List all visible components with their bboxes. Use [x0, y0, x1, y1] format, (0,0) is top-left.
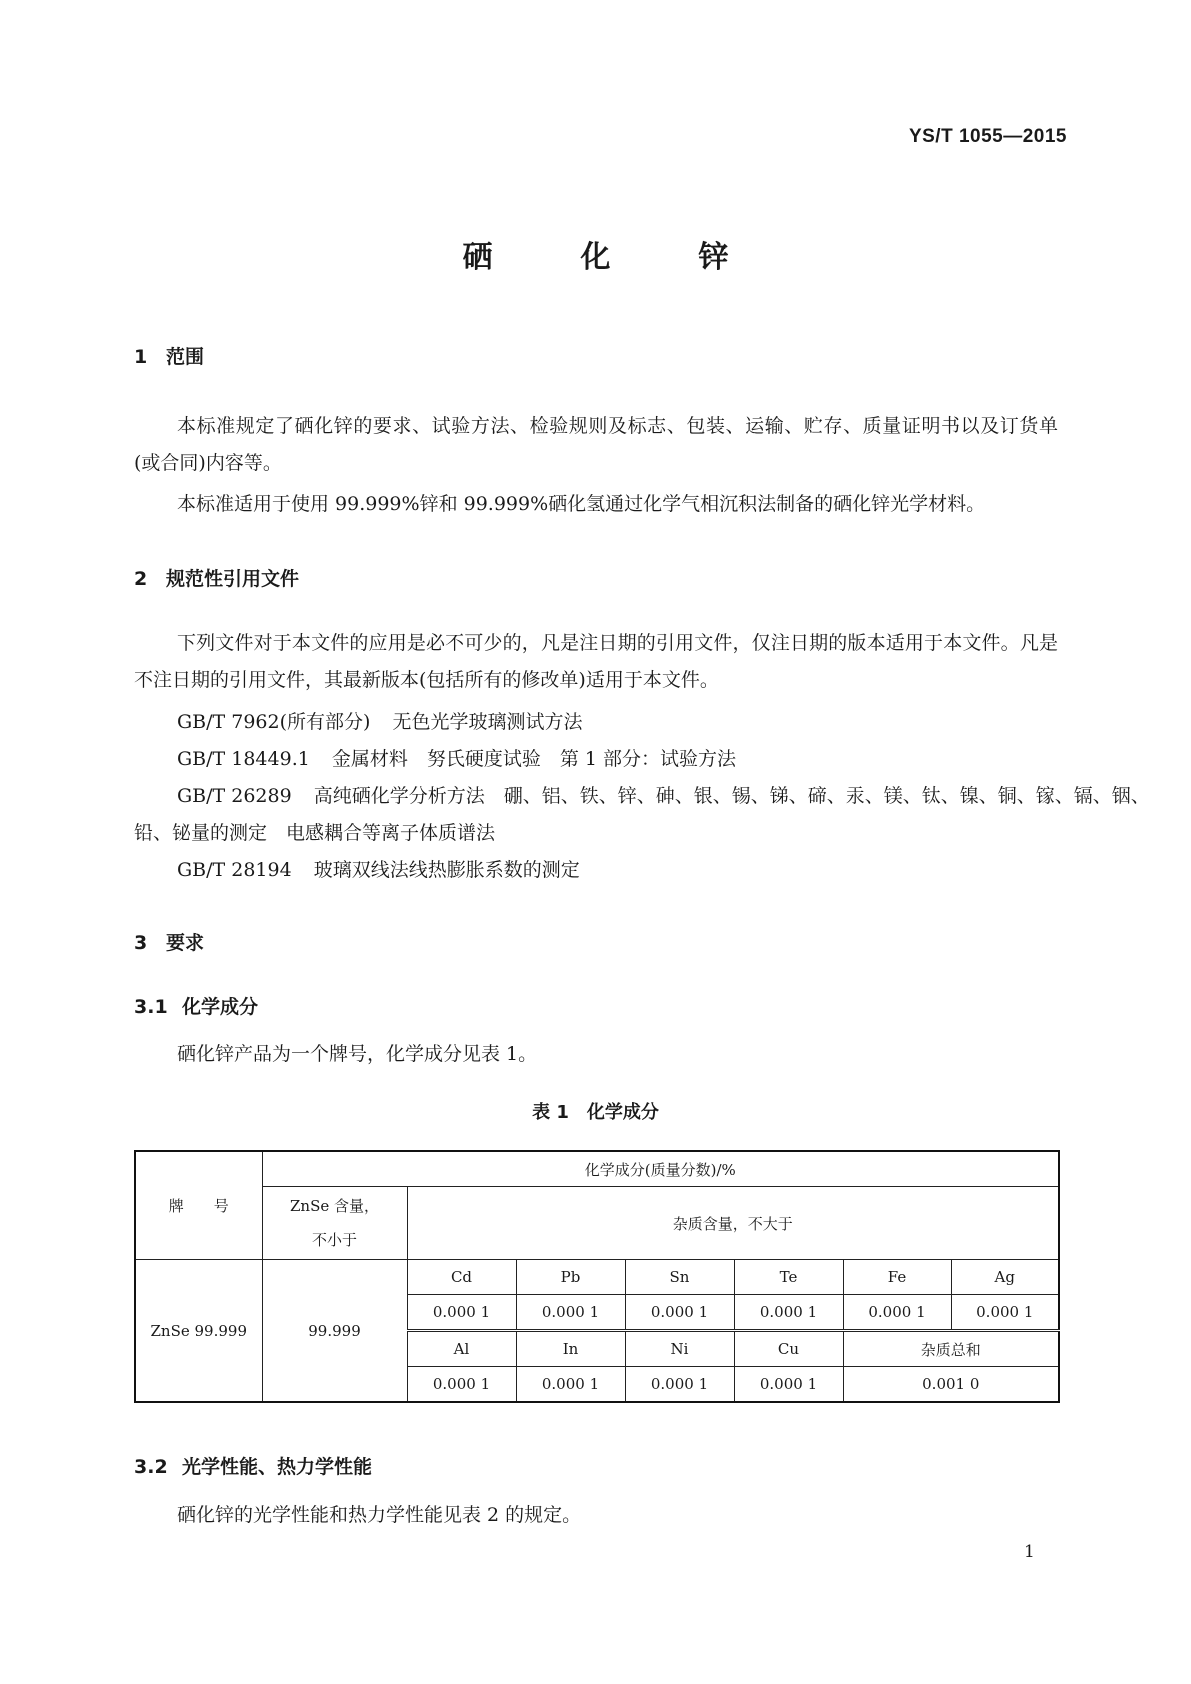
- title-char-1: 硒: [462, 240, 493, 275]
- section-2-number: 2: [134, 568, 148, 590]
- header-chemical-composition: 化学成分(质量分数)/%: [262, 1151, 1059, 1187]
- total-impurity-label: 杂质总和: [843, 1331, 1059, 1367]
- total-impurity-value: 0.001 0: [843, 1367, 1059, 1403]
- reference-title: 铅、铋量的测定 电感耦合等离子体质谱法: [134, 822, 496, 844]
- chemical-composition-table: [134, 1150, 1060, 1403]
- reference-item: [177, 707, 582, 734]
- document-title: [0, 232, 1191, 276]
- element-cell: Te: [734, 1260, 843, 1295]
- element-cell: Pb: [516, 1260, 625, 1295]
- header-impurity-content: 杂质含量，不大于: [407, 1187, 1059, 1260]
- section-3-2-heading: [134, 1452, 372, 1479]
- table-1-caption: 表 1 化学成分: [532, 1102, 659, 1123]
- section-3-1-number: 3.1: [134, 996, 168, 1018]
- value-cell: 0.000 1: [516, 1367, 625, 1403]
- grade-cell: ZnSe 99.999: [135, 1260, 262, 1403]
- reference-item: [177, 855, 580, 882]
- section-2-heading: [134, 564, 299, 591]
- value-cell: 0.000 1: [734, 1367, 843, 1403]
- value-cell: 0.000 1: [407, 1295, 516, 1331]
- value-cell: 0.000 1: [625, 1367, 734, 1403]
- section-3-title: 要求: [166, 932, 205, 954]
- section-1-para-2: 本标准适用于使用 99.999%锌和 99.999%硒化氢通过化学气相沉积法制备的硒化锌光学材料。: [177, 493, 986, 515]
- title-char-2: 化: [580, 240, 611, 275]
- header-grade: 牌 号: [135, 1151, 262, 1260]
- section-3-1-title: 化学成分: [182, 996, 259, 1018]
- value-cell: 0.000 1: [734, 1295, 843, 1331]
- section-2-title: 规范性引用文件: [166, 568, 300, 590]
- section-1-heading: [134, 342, 204, 369]
- value-cell: 0.000 1: [407, 1367, 516, 1403]
- reference-title: 金属材料 努氏硬度试验 第 1 部分：试验方法: [331, 748, 736, 770]
- value-cell: 0.000 1: [625, 1295, 734, 1331]
- page-number: 1: [1024, 1542, 1035, 1562]
- section-3-2-number: 3.2: [134, 1456, 168, 1478]
- reference-title: 高纯硒化学分析方法 硼、铝、铁、锌、砷、银、锡、锑、碲、汞、镁、钛、镍、铜、镓、镉、铟、: [313, 785, 1150, 807]
- section-3-2-para: 硒化锌的光学性能和热力学性能见表 2 的规定。: [177, 1504, 582, 1526]
- section-3-1-heading: [134, 992, 258, 1019]
- element-cell: Al: [407, 1331, 516, 1367]
- header-znse-line-1: ZnSe 含量，: [289, 1197, 379, 1215]
- section-3-2-title: 光学性能、热力学性能: [182, 1456, 373, 1478]
- element-cell: In: [516, 1331, 625, 1367]
- section-1-number: 1: [134, 346, 148, 368]
- section-3-heading: [134, 928, 204, 955]
- reference-title: 玻璃双线法线热膨胀系数的测定: [313, 859, 580, 881]
- reference-code: GB/T 28194: [177, 859, 292, 881]
- element-cell: Cd: [407, 1260, 516, 1295]
- element-cell: Ag: [951, 1260, 1059, 1295]
- value-cell: 0.000 1: [516, 1295, 625, 1331]
- reference-item-continuation: [134, 818, 495, 845]
- section-2-para-1: 下列文件对于本文件的应用是必不可少的，凡是注日期的引用文件，仅注日期的版本适用于本文件。凡是不注日期的引用文件，其最新版本(包括所有的修改单)适用于本文件。: [134, 632, 1058, 691]
- element-cell: Ni: [625, 1331, 734, 1367]
- standard-code: YS/T 1055—2015: [908, 126, 1067, 147]
- reference-item: [177, 744, 736, 771]
- header-znse-line-2: 不小于: [311, 1231, 357, 1249]
- section-1-title: 范围: [166, 346, 205, 368]
- header-znse-content: [262, 1187, 407, 1260]
- reference-code: GB/T 7962(所有部分): [177, 711, 371, 733]
- section-3-1-para: 硒化锌产品为一个牌号，化学成分见表 1。: [177, 1043, 538, 1065]
- reference-code: GB/T 18449.1: [177, 748, 310, 770]
- value-cell: 0.000 1: [843, 1295, 951, 1331]
- reference-item: [177, 781, 1150, 808]
- element-cell: Fe: [843, 1260, 951, 1295]
- section-3-number: 3: [134, 932, 148, 954]
- value-cell: 0.000 1: [951, 1295, 1059, 1331]
- section-1-para-1: 本标准规定了硒化锌的要求、试验方法、检验规则及标志、包装、运输、贮存、质量证明书以及订货单(或合同)内容等。: [134, 415, 1058, 474]
- reference-code: GB/T 26289: [177, 785, 292, 807]
- znse-value-cell: 99.999: [262, 1260, 407, 1403]
- title-char-3: 锌: [698, 240, 729, 275]
- element-cell: Sn: [625, 1260, 734, 1295]
- element-cell: Cu: [734, 1331, 843, 1367]
- reference-title: 无色光学玻璃测试方法: [392, 711, 583, 733]
